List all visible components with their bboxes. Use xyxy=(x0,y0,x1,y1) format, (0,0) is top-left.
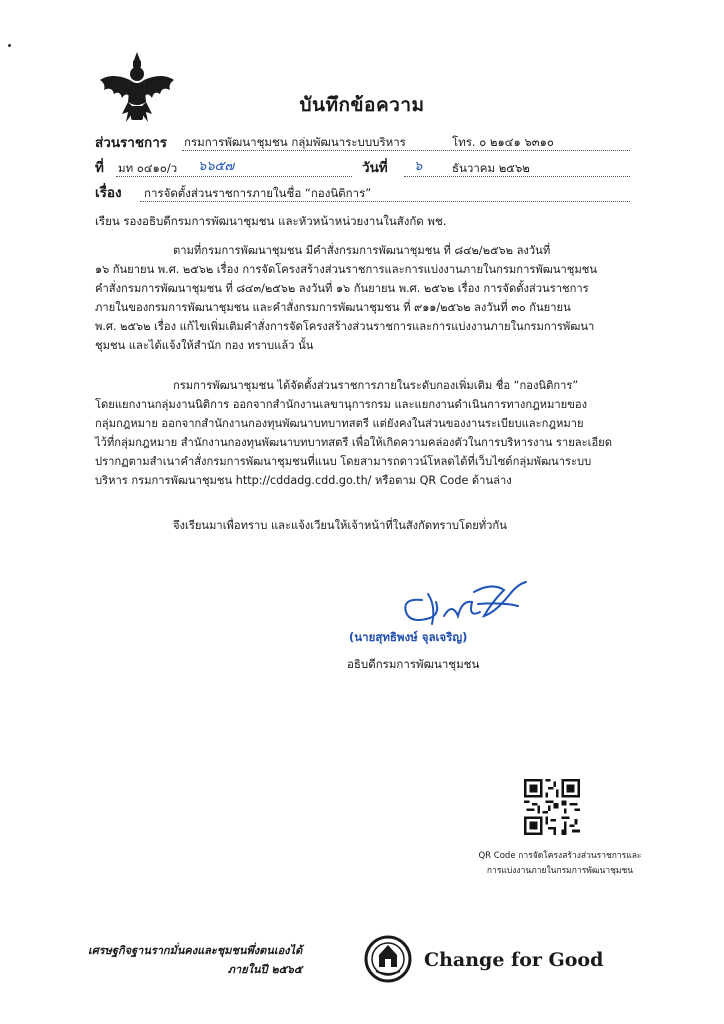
paragraph-2-line: ปรากฏตามสำเนาคำสั่งกรมการพัฒนาชุมชนที่แนบ โดยสามารถดาวน์โหลดได้ที่เว็บไซต์กลุ่มพัฒนาระบบ xyxy=(95,455,592,468)
subject-dotted-line xyxy=(140,201,630,202)
cdd-logo-icon xyxy=(364,935,412,983)
agency-dotted-line xyxy=(182,150,630,151)
signatory-name: (นายสุทธิพงษ์ จุลเจริญ) xyxy=(349,630,468,644)
paragraph-2 xyxy=(95,376,635,490)
paragraph-2-line: โดยแยกงานกลุ่มงานนิติการ ออกจากสำนักงานเลขานุการกรม และแยกงานดำเนินการทางกฎหมายของ xyxy=(95,398,588,411)
agency-label: ส่วนราชการ xyxy=(95,135,168,151)
footer-slogan xyxy=(88,941,302,979)
date-dotted-line xyxy=(404,176,630,177)
slogan-line: ภายในปี ๒๕๖๕ xyxy=(227,963,303,976)
agency-value: กรมการพัฒนาชุมชน กลุ่มพัฒนาระบบบริหาร xyxy=(184,135,406,149)
scan-speck xyxy=(8,44,11,47)
change-for-good-tagline: Change for Good xyxy=(424,949,604,971)
paragraph-3: จึงเรียนมาเพื่อทราบ และแจ้งเวียนให้เจ้าหน้าที่ในสังกัดทราบโดยทั่วกัน xyxy=(173,519,507,532)
paragraph-1-line: ชุมชน และได้แจ้งให้สำนัก กอง ทราบแล้ว นั้น xyxy=(95,339,314,352)
qr-code-icon[interactable] xyxy=(524,779,580,835)
salutation: เรียน รองอธิบดีกรมการพัฒนาชุมชน และหัวหน้าหน่วยงานในสังกัด พช. xyxy=(95,214,447,228)
paragraph-2-line: บริหาร กรมการพัฒนาชุมชน http://cddadg.cdd.go.th/ หรือตาม QR Code ด้านล่าง xyxy=(95,474,512,487)
date-label: วันที่ xyxy=(362,160,388,176)
memo-title: บันทึกข้อความ xyxy=(299,94,425,116)
date-value: ธันวาคม ๒๕๖๒ xyxy=(452,161,530,175)
paragraph-1 xyxy=(95,241,635,355)
subject-value: การจัดตั้งส่วนราชการภายในชื่อ “กองนิติการ” xyxy=(144,186,372,200)
subject-label: เรื่อง xyxy=(95,185,122,201)
paragraph-1-line: ๑๖ กันยายน พ.ศ. ๒๕๖๒ เรื่อง การจัดโครงสร้างส่วนราชการและการแบ่งงานภายในกรมการพัฒนาชุมชน xyxy=(95,263,597,276)
slogan-line: เศรษฐกิจฐานรากมั่นคงและชุมชนพึ่งตนเองได้ xyxy=(88,944,303,957)
number-value: มท ๐๔๑๐/ว xyxy=(118,161,178,175)
qr-caption-line: QR Code การจัดโครงสร้างส่วนราชการและ xyxy=(478,851,642,861)
paragraph-1-line: ภายในของกรมการพัฒนาชุมชน และคำสั่งกรมการพัฒนาชุมชน ที่ ๙๑๑/๒๕๖๒ ลงวันที่ ๓๐ กันยายน xyxy=(95,301,571,314)
qr-caption xyxy=(470,849,650,879)
date-handwritten: ๖ xyxy=(414,159,423,174)
paragraph-1-line: คำสั่งกรมการพัฒนาชุมชน ที่ ๘๔๓/๒๕๖๒ ลงวันที่ ๑๖ กันยายน พ.ศ. ๒๕๖๒ เรื่อง การจัดตั้งส่วนราชการ xyxy=(95,282,589,295)
handwritten-signature-icon xyxy=(392,572,532,632)
number-dotted-line xyxy=(116,176,352,177)
number-label: ที่ xyxy=(95,160,104,176)
paragraph-1-line: ตามที่กรมการพัฒนาชุมชน มีคำสั่งกรมการพัฒนาชุมชน ที่ ๘๔๒/๒๕๖๒ ลงวันที่ xyxy=(173,244,551,257)
phone-value: โทร. ๐ ๒๑๔๑ ๖๓๑๐ xyxy=(452,135,554,149)
number-handwritten: ๖๖๕๗ xyxy=(198,159,235,174)
paragraph-2-line: กลุ่มกฎหมาย ออกจากสำนักงานกองทุนพัฒนาบทบาทสตรี แต่ยังคงในส่วนของงานระเบียบและกฎหมาย xyxy=(95,417,584,430)
signatory-position: อธิบดีกรมการพัฒนาชุมชน xyxy=(347,657,480,671)
paragraph-2-line: ไว้ที่กลุ่มกฎหมาย สำนักงานกองทุนพัฒนาบทบาทสตรี เพื่อให้เกิดความคล่องตัวในการบริหารงาน รายละเอียด xyxy=(95,436,613,449)
qr-caption-line: การแบ่งงานภายในกรมการพัฒนาชุมชน xyxy=(486,866,634,876)
paragraph-1-line: พ.ศ. ๒๕๖๒ เรื่อง แก้ไขเพิ่มเติมคำสั่งการจัดโครงสร้างส่วนราชการและการแบ่งงานภายในกรมการพัฒนา xyxy=(95,320,595,333)
paragraph-2-line: กรมการพัฒนาชุมชน ได้จัดตั้งส่วนราชการภายในระดับกองเพิ่มเติม ชื่อ “กองนิติการ” xyxy=(173,379,579,392)
